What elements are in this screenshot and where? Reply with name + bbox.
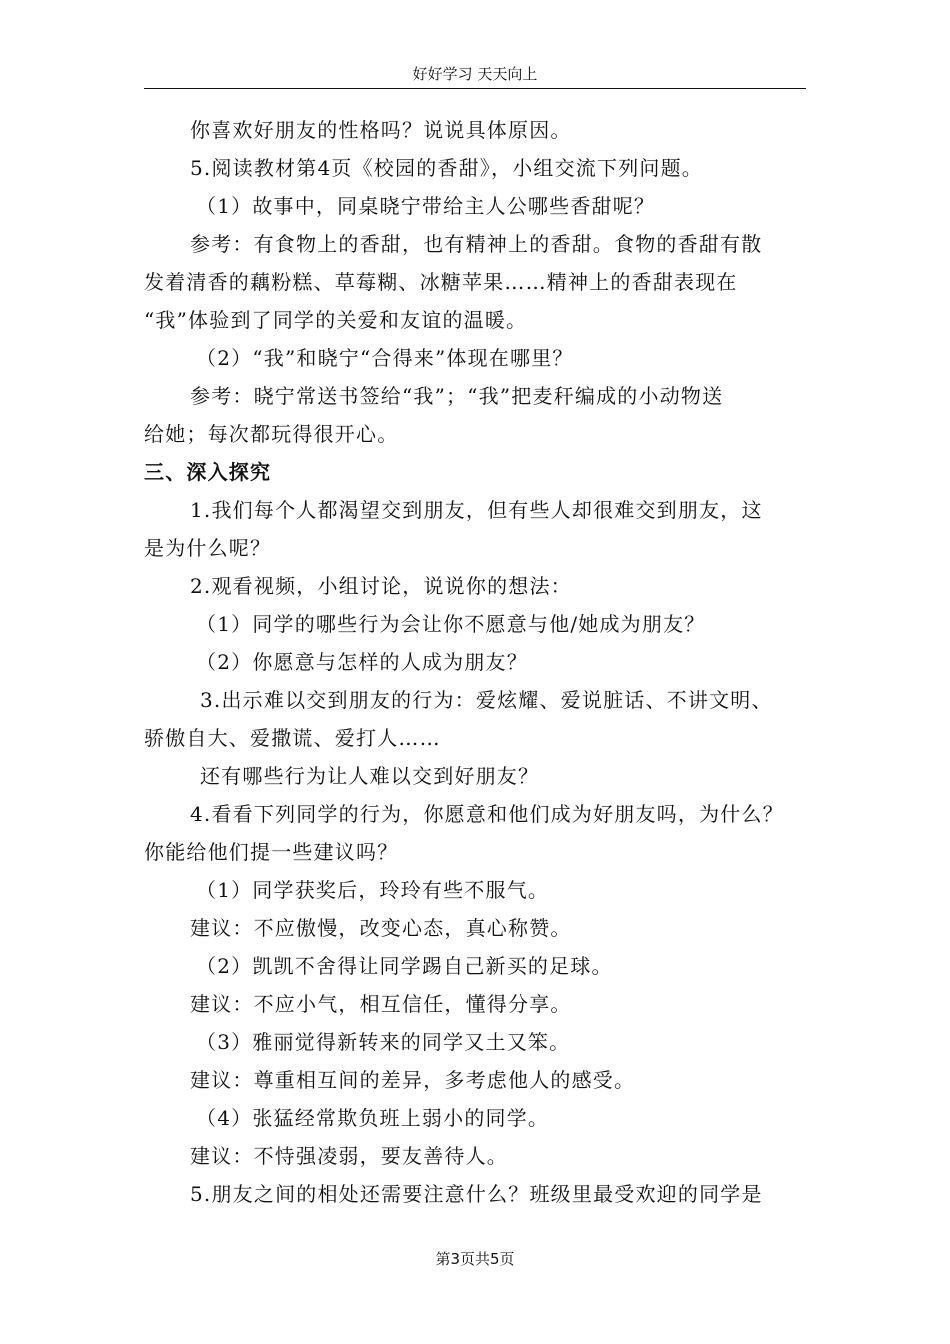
text-line: 建议：不恃强凌弱，要友善待人。	[190, 1144, 508, 1168]
text-line: （1）同学获奖后，玲玲有些不服气。	[196, 878, 550, 902]
text-line: 你喜欢好朋友的性格吗？说说具体原因。	[190, 118, 572, 142]
text-line: （3）雅丽觉得新转来的同学又土又笨。	[196, 1030, 571, 1054]
text-line: 建议：不应傲慢，改变心态，真心称赞。	[190, 916, 572, 940]
text-line: 1.我们每个人都渴望交到朋友，但有些人却很难交到朋友，这	[190, 498, 763, 522]
header-rule	[144, 88, 806, 89]
text-line: 建议：尊重相互间的差异，多考虑他人的感受。	[190, 1068, 636, 1092]
text-line: （4）张猛经常欺负班上弱小的同学。	[196, 1106, 550, 1130]
page-footer: 第3页共5页	[435, 1250, 515, 1268]
text-line: “我”体验到了同学的关爱和友谊的温暖。	[144, 308, 528, 332]
page-header: 好好学习 天天向上	[412, 65, 538, 83]
text-line: 5.阅读教材第4页《校园的香甜》，小组交流下列问题。	[190, 156, 704, 180]
text-line: （2）“我”和晓宁“合得来”体现在哪里？	[196, 346, 574, 370]
text-line: （1）故事中，同桌晓宁带给主人公哪些香甜呢？	[196, 194, 656, 218]
text-line: 建议：不应小气，相互信任，懂得分享。	[190, 992, 572, 1016]
text-line: 你能给他们提一些建议吗？	[144, 840, 399, 864]
text-line: 给她；每次都玩得很开心。	[144, 422, 399, 446]
text-line: 是为什么呢？	[144, 536, 272, 560]
text-line: 2.观看视频，小组讨论，说说你的想法：	[190, 574, 572, 598]
text-line: 还有哪些行为让人难以交到好朋友？	[200, 764, 540, 788]
text-line: 骄傲自大、爱撒谎、爱打人……	[144, 726, 441, 750]
text-line: 5.朋友之间的相处还需要注意什么？班级里最受欢迎的同学是	[190, 1182, 763, 1206]
text-line: 3.出示难以交到朋友的行为：爱炫耀、爱说脏话、不讲文明、	[200, 688, 773, 712]
section-heading: 三、深入探究	[144, 460, 272, 484]
text-line: （2）你愿意与怎样的人成为朋友？	[196, 650, 528, 674]
text-line: 参考：晓宁常送书签给“我”；“我”把麦秆编成的小动物送	[190, 384, 724, 408]
text-line: （1）同学的哪些行为会让你不愿意与他/她成为朋友？	[196, 612, 706, 636]
text-line: 发着清香的藕粉糕、草莓糊、冰糖苹果……精神上的香甜表现在	[144, 270, 738, 294]
text-line: 参考：有食物上的香甜，也有精神上的香甜。食物的香甜有散	[190, 232, 763, 256]
text-line: 4.看看下列同学的行为，你愿意和他们成为好朋友吗，为什么？	[190, 802, 784, 826]
text-line: （2）凯凯不舍得让同学踢自己新买的足球。	[196, 954, 613, 978]
